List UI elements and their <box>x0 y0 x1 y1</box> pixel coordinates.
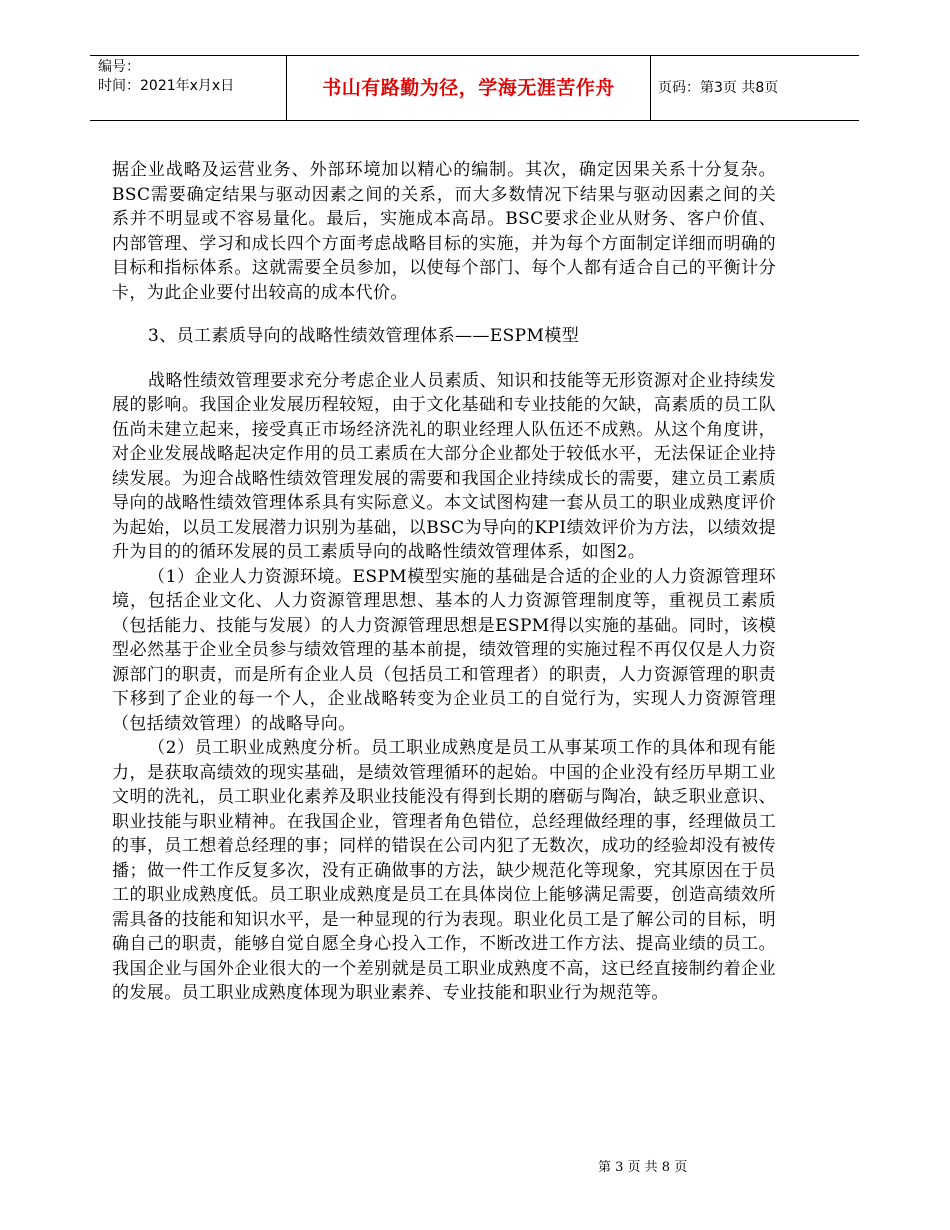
header-page-info: 页码：第3页 共8页 <box>658 80 779 96</box>
body-paragraph: （2）员工职业成熟度分析。员工职业成熟度是员工从事某项工作的具体和现有能力，是获取高绩效的现实基础，是绩效管理循环的起始。中国的企业没有经历早期工业文明的洗礼，员工职业化素养及职业技能没有得到长期的磨砺与陶冶，缺乏职业意识、职业技能与职业精神。在我国企业，管理者角色错位，总经理做经理的事，经理做员工的事，员工想着总经理的事；同样的错误在公司内犯了无数次，成功的经验却没有被传播；做一件工作反复多次，没有正确做事的方法，缺少规范化等现象，究其原因在于员工的职业成熟度低。员工职业成熟度是员工在具体岗位上能够满足需要，创造高绩效所需具备的技能和知识水平，是一种显现的行为表现。职业化员工是了解公司的目标，明确自己的职责，能够自觉自愿全身心投入工作，不断改进工作方法、提高业绩的员工。我国企业与国外企业很大的一个差别就是员工职业成熟度不高，这已经直接制约着企业的发展。员工职业成熟度体现为职业素养、专业技能和职业行为规范等。 <box>112 738 776 1003</box>
body-paragraph: 战略性绩效管理要求充分考虑企业人员素质、知识和技能等无形资源对企业持续发展的影响。我国企业发展历程较短，由于文化基础和专业技能的欠缺，高素质的员工队伍尚未建立起来，接受真正市场经济洗礼的职业经理人队伍还不成熟。从这个角度讲，对企业发展战略起决定作用的员工素质在大部分企业都处于较低水平，无法保证企业持续发展。为迎合战略性绩效管理发展的需要和我国企业持续成长的需要，建立员工素质导向的战略性绩效管理体系具有实际意义。本文试图构建一套从员工的职业成熟度评价为起始，以员工发展潜力识别为基础，以BSC为导向的KPI绩效评价为方法，以绩效提升为目的的循环发展的员工素质导向的战略性绩效管理体系，如图2。 <box>112 370 776 562</box>
document-time-label: 时间：2021年x月x日 <box>98 78 235 94</box>
header-motto: 书山有路勤为径，学海无涯苦作舟 <box>322 77 615 99</box>
page-header <box>90 55 859 121</box>
header-divider <box>650 56 651 120</box>
document-number-label: 编号： <box>98 59 140 75</box>
body-paragraph: 据企业战略及运营业务、外部环境加以精心的编制。其次，确定因果关系十分复杂。BSC需要确定结果与驱动因素之间的关系，而大多数情况下结果与驱动因素之间的关系并不明显或不容易量化。最后，实施成本高昂。BSC要求企业从财务、客户价值、内部管理、学习和成长四个方面考虑战略目标的实施，并为每个方面制定详细而明确的目标和指标体系。这就需要全员参加，以使每个部门、每个人都有适合自己的平衡计分卡，为此企业要付出较高的成本代价。 <box>112 160 776 303</box>
section-heading: 3、员工素质导向的战略性绩效管理体系——ESPM模型 <box>148 326 580 346</box>
footer-page-number: 第 3 页 共 8 页 <box>598 1160 688 1175</box>
document-body <box>112 158 776 1006</box>
body-paragraph: （1）企业人力资源环境。ESPM模型实施的基础是合适的企业的人力资源管理环境，包括企业文化、人力资源管理思想、基本的人力资源管理制度等，重视员工素质（包括能力、技能与发展）的人力资源管理思想是ESPM得以实施的基础。同时，该模型必然基于企业全员参与绩效管理的基本前提，绩效管理的实施过程不再仅仅是人力资源部门的职责，而是所有企业人员（包括员工和管理者）的职责，人力资源管理的职责下移到了企业的每一个人，企业战略转变为企业员工的自觉行为，实现人力资源管理（包括绩效管理）的战略导向。 <box>112 566 776 734</box>
header-meta <box>98 58 288 96</box>
